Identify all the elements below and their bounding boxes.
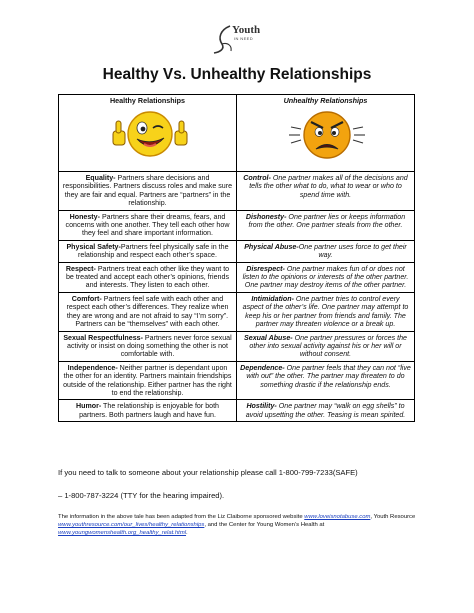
unhealthy-term: Physical Abuse- xyxy=(244,242,299,251)
unhealthy-term: Control- xyxy=(243,174,271,182)
healthy-cell xyxy=(59,210,237,240)
table-row xyxy=(59,210,415,240)
swoosh-icon xyxy=(212,24,234,54)
unhealthy-term: Intimidation- xyxy=(251,294,294,303)
healthy-cell xyxy=(59,331,237,361)
healthy-cell xyxy=(59,361,237,400)
healthy-text: Partners feel physically safe in the relationship and respect each other’s space. xyxy=(78,242,229,260)
unhealthy-text: One partner may “walk on egg shells” to avoid upsetting the other. Teasing is mean spirited. xyxy=(245,402,406,419)
healthy-text: The relationship is enjoyable for both partners. Both partners laugh and have fun. xyxy=(79,402,219,419)
unhealthy-text: One partner lies or keeps information from the other. One partner steals from the other. xyxy=(248,212,406,230)
healthy-text: Partners share their dreams, fears, and concerns with one another. They tell each other how they feel and share important information. xyxy=(65,212,230,238)
loveisnotabuse-link[interactable]: www.loveisnotabuse.com xyxy=(304,514,371,520)
table-row xyxy=(59,292,415,331)
healthy-cell xyxy=(59,240,237,262)
logo-tagline: IN NEED xyxy=(234,36,254,41)
unhealthy-text: One partner makes fun of or does not listen to the opinions or interests of the other partner. One partner may destroy items of the other partner. xyxy=(242,264,409,290)
winking-thumbs-up-smiley-icon xyxy=(111,107,189,159)
table-row xyxy=(59,240,415,262)
unhealthy-header: Unhealthy Relationships xyxy=(283,96,368,105)
logo-brand: Youth xyxy=(232,24,261,36)
source-note xyxy=(58,513,418,537)
healthy-term: Sexual Respectfulness- xyxy=(63,333,143,342)
unhealthy-cell xyxy=(237,400,415,422)
relationships-table xyxy=(58,94,415,422)
unhealthy-cell xyxy=(237,262,415,292)
healthy-term: Independence- xyxy=(67,363,118,372)
healthy-term: Respect- xyxy=(65,264,96,273)
table-row xyxy=(59,331,415,361)
unhealthy-term: Hostility- xyxy=(246,402,277,411)
tty-text: – 1-800-787-3224 (TTY for the hearing impaired). xyxy=(58,491,225,500)
healthy-text: Neither partner is dependant upon the other for an identity. Partners maintain friendships outside of the relationship. Either partner has the right to end the relationship. xyxy=(63,363,232,397)
note-text: The information in the above tale has been adapted from the Liz Claiborne sponsored website xyxy=(58,514,305,520)
unhealthy-term: Disrespect- xyxy=(246,264,285,273)
healthy-header: Healthy Relationships xyxy=(109,96,186,105)
healthy-text: Partners never force sexual activity or insist on doing something the other is not comfortable with. xyxy=(67,333,232,359)
healthy-term: Humor- xyxy=(75,402,102,411)
healthy-cell xyxy=(59,292,237,331)
healthy-text: Partners share decisions and responsibilities. Partners discuss roles and make sure they are fair and equal. Partners are “partners” in the relationship. xyxy=(62,174,233,208)
note-text: , Youth Resource xyxy=(370,514,416,520)
youngwomenshealth-link[interactable]: www.youngwomenshealth.org_healthy_relat.html xyxy=(58,530,187,536)
note-text: . xyxy=(186,530,188,536)
healthy-term: Equality- xyxy=(85,174,116,182)
table-row xyxy=(59,262,415,292)
table-row xyxy=(59,400,415,422)
unhealthy-cell xyxy=(237,172,415,211)
unhealthy-term: Sexual Abuse- xyxy=(244,333,293,342)
youthresource-link[interactable]: www.youthresource.com/our_lives/healthy_relationships xyxy=(58,522,205,528)
table-row xyxy=(59,172,415,211)
healthy-cell xyxy=(59,262,237,292)
unhealthy-text: One partner uses force to get their way. xyxy=(298,242,407,260)
hotline-text: If you need to talk to someone about your relationship please call 1-800-799-7233(SAFE) xyxy=(58,468,358,477)
unhealthy-cell xyxy=(237,331,415,361)
healthy-header-cell xyxy=(59,95,237,172)
unhealthy-cell xyxy=(237,361,415,400)
unhealthy-term: Dependence- xyxy=(240,363,285,372)
unhealthy-text: One partner feels that they can not “live with out” the other. The partner may threaten to do something drastic if the relationship ends. xyxy=(246,363,411,389)
healthy-text: Partners treat each other like they want to be treated and accept each other’s opinions, friends and interests. They listen to each other. xyxy=(65,264,230,290)
unhealthy-text: One partner makes all of the decisions and tells the other what to do, what to wear or who to spend time with. xyxy=(249,174,408,199)
angry-face-icon xyxy=(285,107,369,161)
youth-in-need-logo xyxy=(212,24,264,54)
healthy-text: Partners feel safe with each other and respect each other’s differences. They realize when they are wrong and are not afraid to say “I’m sorry”. Partners can be “themselves” with each other. xyxy=(66,294,229,329)
unhealthy-text: One partner tries to control every aspect of the other’s life. One partner may attempt to keep his or her partner from friends and family. The partner may threaten violence or a break up. xyxy=(242,294,409,329)
unhealthy-text: One partner pressures or forces the other into sexual activity against his or her will or without consent. xyxy=(249,333,407,359)
healthy-cell xyxy=(59,172,237,211)
table-header-row xyxy=(59,95,415,172)
healthy-term: Comfort- xyxy=(71,294,102,303)
table-row xyxy=(59,361,415,400)
unhealthy-cell xyxy=(237,210,415,240)
healthy-term: Honesty- xyxy=(69,212,100,221)
unhealthy-cell xyxy=(237,240,415,262)
page-title: Healthy Vs. Unhealthy Relationships xyxy=(102,66,372,83)
healthy-cell xyxy=(59,400,237,422)
note-text: , and the Center for Young Women’s Health at xyxy=(204,522,325,528)
unhealthy-cell xyxy=(237,292,415,331)
unhealthy-term: Dishonesty- xyxy=(245,212,287,221)
unhealthy-header-cell xyxy=(237,95,415,172)
healthy-term: Physical Safety- xyxy=(66,242,121,251)
